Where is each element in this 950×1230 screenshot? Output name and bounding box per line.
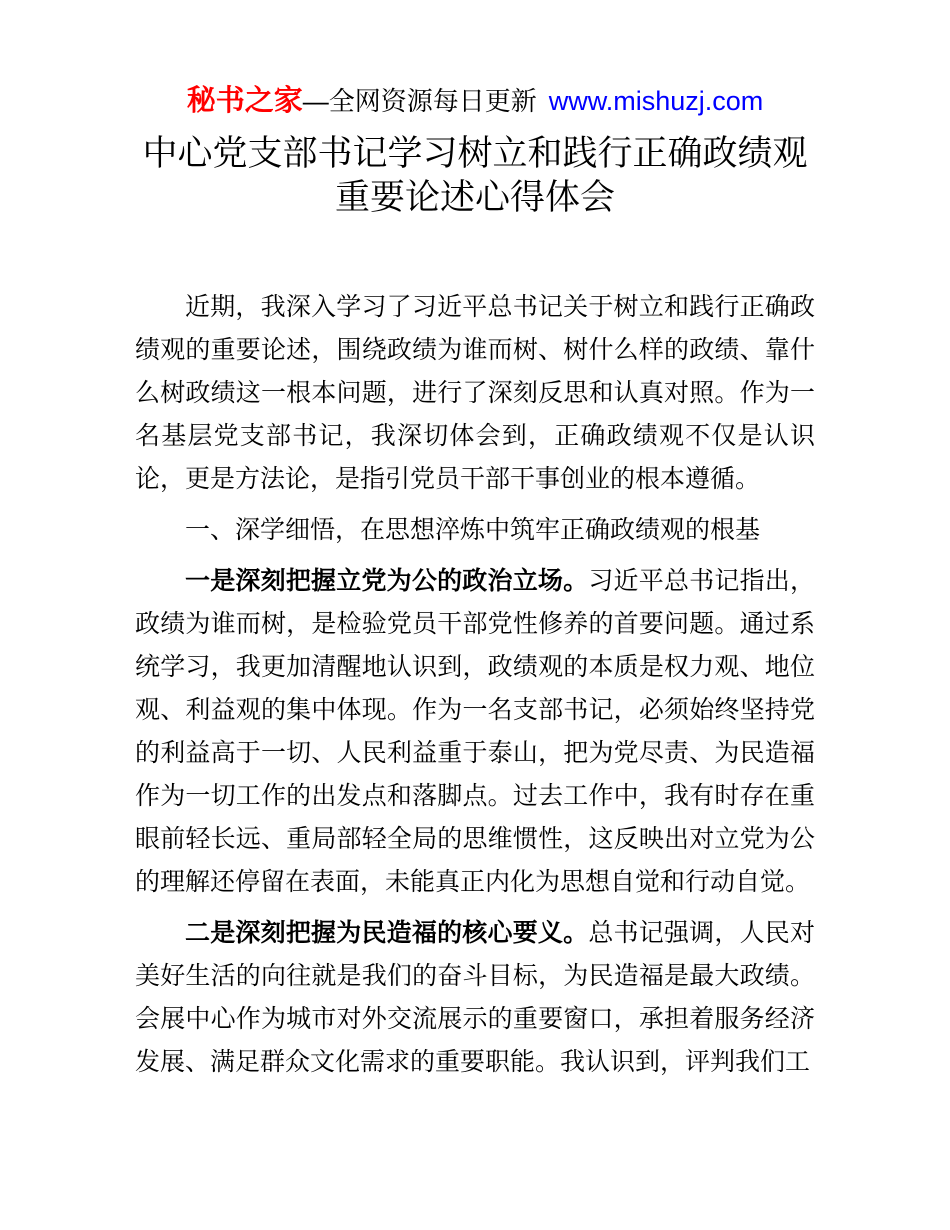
point-2-text: 总书记强调，人民对美好生活的向往就是我们的奋斗目标，为民造福是最大政绩。会展中心作为城市对外交流展示的重要窗口，承担着服务经济发展、满足群众文化需求的重要职能。我认识到，评判我们工: [135, 919, 815, 1076]
site-header-banner: [135, 84, 815, 118]
site-name: 秘书之家: [186, 85, 303, 117]
point-1-bold-lead: 一是深刻把握立党为公的政治立场。: [185, 567, 589, 595]
site-url-link[interactable]: www.mishuzj.com: [548, 86, 764, 116]
document-title: 中心党支部书记学习树立和践行正确政绩观重要论述心得体会: [142, 134, 808, 217]
site-tagline: 全网资源每日更新: [328, 86, 537, 116]
paragraph-point-2: [135, 912, 815, 1084]
section-heading-1: 一、深学细悟，在思想淬炼中筑牢正确政绩观的根基: [185, 516, 761, 544]
dash-separator: —: [302, 86, 329, 116]
point-1-text: 习近平总书记指出，政绩为谁而树，是检验党员干部党性修养的首要问题。通过系统学习，我更加清醒地认识到，政绩观的本质是权力观、地位观、利益观的集中体现。作为一名支部书记，必须始终坚持党的利益高于一切、人民利益重于泰山，把为党尽责、为民造福作为一切工作的出发点和落脚点。过去工作中，我有时存在重眼前轻长远、重局部轻全局的思维惯性，这反映出对立党为公的理解还停留在表面，未能真正内化为思想自觉和行动自觉。: [135, 567, 815, 896]
point-2-bold-lead: 二是深刻把握为民造福的核心要义。: [185, 919, 589, 947]
document-body: [135, 286, 815, 1084]
paragraph-point-1: [135, 560, 815, 904]
paragraph-intro: 近期，我深入学习了习近平总书记关于树立和践行正确政绩观的重要论述，围绕政绩为谁而树、树什么样的政绩、靠什么树政绩这一根本问题，进行了深刻反思和认真对照。作为一名基层党支部书记，我深切体会到，正确政绩观不仅是认识论，更是方法论，是指引党员干部干事创业的根本遵循。: [135, 293, 815, 493]
